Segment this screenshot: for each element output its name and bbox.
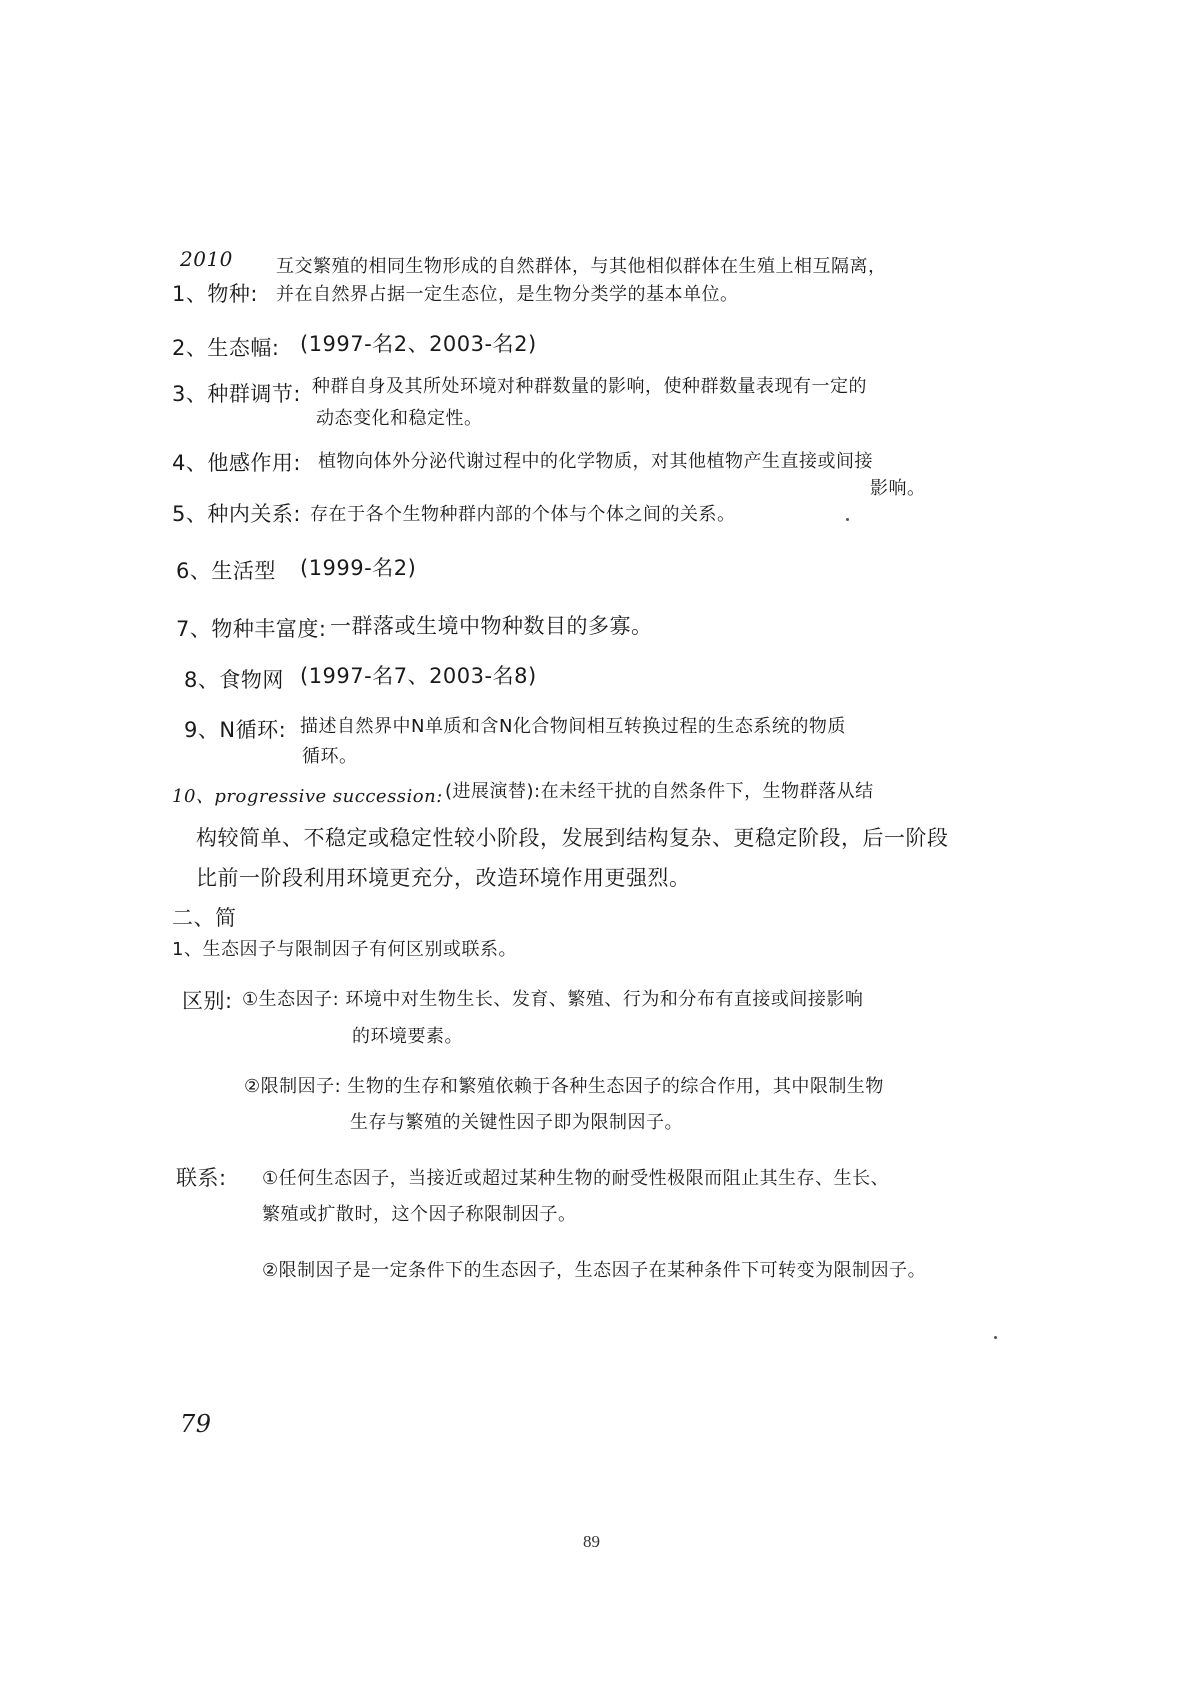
term-8-label: 8、食物网 bbox=[184, 668, 284, 692]
difference-2-line-1: ②限制因子: 生物的生存和繁殖依赖于各种生态因子的综合作用，其中限制生物 bbox=[244, 1076, 884, 1097]
difference-1-line-2: 的环境要素。 bbox=[352, 1026, 463, 1047]
term-1-line-1: 互交繁殖的相同生物形成的自然群体，与其他相似群体在生殖上相互隔离， bbox=[276, 256, 887, 277]
term-2-line-1: (1997-名2、2003-名2) bbox=[300, 332, 537, 356]
term-3-label: 3、种群调节: bbox=[172, 382, 301, 406]
difference-2-line-2: 生存与繁殖的关键性因子即为限制因子。 bbox=[350, 1112, 683, 1133]
difference-1-line-1: ①生态因子: 环境中对生物生长、发育、繁殖、行为和分布有直接或间接影响 bbox=[242, 989, 864, 1010]
term-5-label: 5、种内关系: bbox=[172, 502, 301, 526]
term-3-line-2: 动态变化和稳定性。 bbox=[316, 408, 483, 429]
term-5-line-1: 存在于各个生物种群内部的个体与个体之间的关系。 bbox=[310, 504, 736, 525]
section-2-question: 1、生态因子与限制因子有何区别或联系。 bbox=[172, 939, 517, 960]
difference-label: 区别: bbox=[182, 989, 233, 1013]
relation-label: 联系: bbox=[176, 1166, 227, 1190]
relation-1-line-2: 繁殖或扩散时，这个因子称限制因子。 bbox=[262, 1204, 577, 1225]
term-10-line-1: (进展演替):在未经干扰的自然条件下，生物群落从结 bbox=[445, 781, 874, 802]
term-4-line-2: 影响。 bbox=[870, 478, 926, 499]
relation-1-line-1: ①任何生态因子，当接近或超过某种生物的耐受性极限而阻止其生存、生长、 bbox=[262, 1168, 890, 1189]
term-9-line-2: 循环。 bbox=[302, 746, 358, 767]
term-8-line-1: (1997-名7、2003-名8) bbox=[300, 664, 537, 688]
term-2-label: 2、生态幅: bbox=[172, 336, 280, 360]
handwritten-page-number: 79 bbox=[180, 1410, 212, 1438]
term-9-line-1: 描述自然界中N单质和含N化合物间相互转换过程的生态系统的物质 bbox=[300, 716, 846, 737]
scan-speck bbox=[994, 1336, 997, 1339]
scan-speck bbox=[846, 518, 849, 521]
term-3-line-1: 种群自身及其所处环境对种群数量的影响，使种群数量表现有一定的 bbox=[312, 376, 867, 397]
term-9-label: 9、N循环: bbox=[184, 718, 287, 742]
section-2-title: 二、简 bbox=[172, 906, 237, 930]
term-10-label: 10、progressive succession: bbox=[172, 786, 443, 807]
term-10-line-3: 比前一阶段利用环境更充分，改造环境作用更强烈。 bbox=[196, 866, 691, 890]
term-1-label: 1、物种: bbox=[172, 282, 258, 306]
term-7-label: 7、物种丰富度: bbox=[176, 617, 327, 641]
term-10-line-2: 构较简单、不稳定或稳定性较小阶段，发展到结构复杂、更稳定阶段，后一阶段 bbox=[196, 826, 949, 850]
relation-2-line-1: ②限制因子是一定条件下的生态因子，生态因子在某种条件下可转变为限制因子。 bbox=[262, 1260, 927, 1281]
term-7-line-1: 一群落或生境中物种数目的多寡。 bbox=[330, 614, 653, 638]
term-1-line-2: 并在自然界占据一定生态位，是生物分类学的基本单位。 bbox=[276, 284, 739, 305]
printed-page-number: 89 bbox=[583, 1532, 600, 1551]
term-4-label: 4、他感作用: bbox=[172, 451, 301, 475]
term-4-line-1: 植物向体外分泌代谢过程中的化学物质，对其他植物产生直接或间接 bbox=[318, 451, 873, 472]
year-heading: 2010 bbox=[180, 247, 233, 271]
term-6-line-1: (1999-名2) bbox=[300, 556, 417, 580]
term-6-label: 6、生活型 bbox=[176, 559, 276, 583]
